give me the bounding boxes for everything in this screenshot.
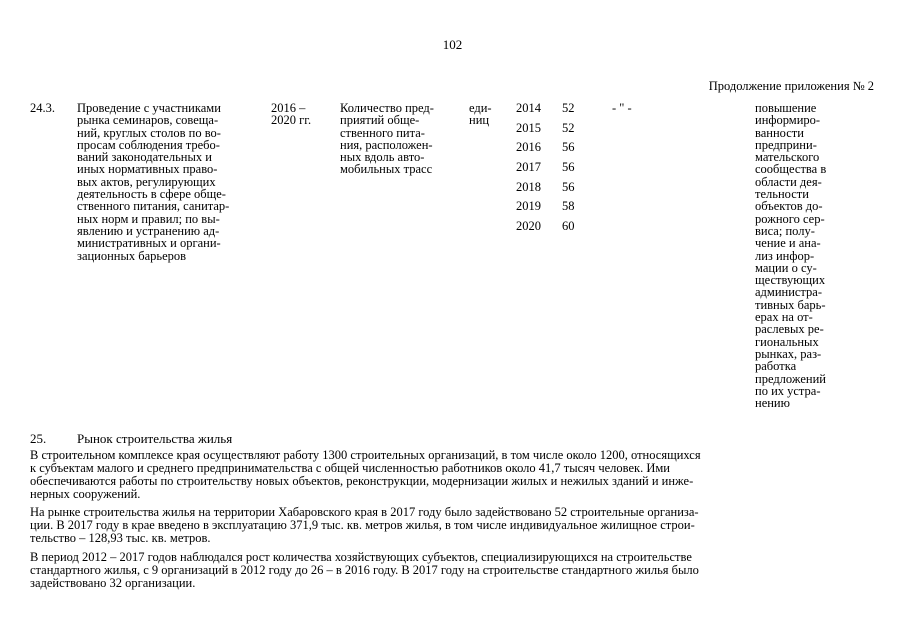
result-line: гиональных [755,334,819,349]
result-line: чение и ана- [755,236,821,251]
section-heading [30,431,233,447]
result-line: по их устра- [755,383,821,398]
year-value: 60 [562,219,575,234]
result-line: предприни- [755,137,817,152]
section-number: 25. [30,431,47,446]
paragraph-line: В период 2012 – 2017 годов наблюдался рост количества хозяйствующих субъектов, специализирующихся на строительстве [30,550,692,564]
year: 2019 [516,199,541,214]
paragraph [30,551,860,590]
year-row [516,102,592,122]
year-row [516,200,592,220]
row-ditto-mark: - " - [612,101,632,115]
appendix-continuation-note: Продолжение приложения № 2 [708,79,874,93]
paragraph-line: обеспечиваются работы по строительству новых объектов, реконструкции, модернизации жилых и нежилых зданий и инже- [30,474,694,488]
indicator-line: ных вдоль авто- [340,150,425,165]
paragraph-line: ции. В 2017 году в крае введено в эксплуатацию 371,9 тыс. кв. метров жилья, в том числе индивидуальное жилищное строи- [30,518,695,532]
row-expected-result [755,102,850,409]
page-number: 102 [442,37,463,52]
result-line: рожного сер- [755,211,825,226]
result-line: повышение [755,101,817,115]
year-row [516,220,592,240]
year-row [516,122,592,142]
row-period [271,102,331,127]
period-line: 2016 – [271,101,306,115]
indicator-line: ния, расположен- [340,137,433,152]
year-row [516,161,592,181]
year: 2018 [516,179,541,194]
result-line: объектов до- [755,199,823,214]
description-line: ственного питания, санитар- [77,199,230,214]
paragraph-line: тельство – 128,93 тыс. кв. метров. [30,531,211,545]
year-value: 58 [562,199,575,214]
description-line: Проведение с участниками [77,101,221,115]
year-value: 52 [562,120,575,135]
year-row [516,141,592,161]
description-line: ных норм и правил; по вы- [77,211,220,226]
paragraph-line: В строительном комплексе края осуществляют работу 1300 строительных организаций, в том числе около 1200, относящихся [30,448,701,462]
row-number: 24.3. [30,101,55,115]
row-indicator [340,102,460,176]
description-line: рынка семинаров, совеща- [77,113,219,128]
result-line: лиз инфор- [755,248,815,263]
result-line: раслевых ре- [755,322,824,337]
year-value: 56 [562,160,575,175]
indicator-line: приятий обще- [340,113,420,128]
paragraph [30,506,860,545]
description-line: деятельность в сфере обще- [77,187,226,202]
year: 2015 [516,120,541,135]
year: 2014 [516,101,541,115]
result-line: сообщества в [755,162,827,177]
result-line: области дея- [755,174,822,189]
indicator-line: ственного пита- [340,125,425,140]
result-line: предложений [755,371,826,386]
description-line: просам соблюдения требо- [77,137,220,152]
paragraph [30,449,860,501]
indicator-line: Количество пред- [340,101,434,115]
unit-line: ниц [469,113,490,128]
year: 2020 [516,219,541,234]
result-line: рынках, раз- [755,346,822,361]
result-line: нению [755,396,790,411]
result-line: информиро- [755,113,821,128]
description-line: ваний законодательных и [77,150,212,165]
year-value: 52 [562,101,575,115]
description-line: явлению и устранению ад- [77,223,220,238]
year-value: 56 [562,179,575,194]
result-line: мательского [755,150,820,165]
row-description [77,102,262,262]
paragraph-line: к субъектам малого и среднего предпринимательства с общей численностью работников около 41,7 тысяч человек. Ими [30,461,670,475]
description-line: иных нормативных право- [77,162,218,177]
period-line: 2020 гг. [271,113,312,128]
indicator-line: мобильных трасс [340,162,433,177]
description-line: министративных и органи- [77,236,221,251]
result-line: мации о су- [755,260,817,275]
paragraph-line: задействовано 32 организации. [30,576,196,590]
description-line: ний, круглых столов по во- [77,125,221,140]
row-unit [469,102,509,127]
description-line: зационных барьеров [77,248,187,263]
year: 2017 [516,160,541,175]
result-line: администра- [755,285,823,300]
unit-line: еди- [469,101,492,115]
paragraph-line: стандартного жилья, с 9 организаций в 2012 году до 26 – в 2016 году. В 2017 году на строительстве стандартного жилья было [30,563,699,577]
result-line: тивных барь- [755,297,826,312]
paragraph-line: На рынке строительства жилья на территории Хабаровского края в 2017 году было задействовано 52 строительные организа- [30,505,699,519]
section-title: Рынок строительства жилья [77,431,233,446]
result-line: ерах на от- [755,310,813,325]
year-row [516,181,592,201]
year-value: 56 [562,140,575,155]
result-line: работка [755,359,797,374]
result-line: ванности [755,125,804,140]
row-year-values [516,102,592,240]
result-line: тельности [755,187,809,202]
year: 2016 [516,140,541,155]
paragraph-line: нерных сооружений. [30,487,141,501]
result-line: ществующих [755,273,826,288]
description-line: вых актов, регулирующих [77,174,216,189]
result-line: виса; полу- [755,223,815,238]
